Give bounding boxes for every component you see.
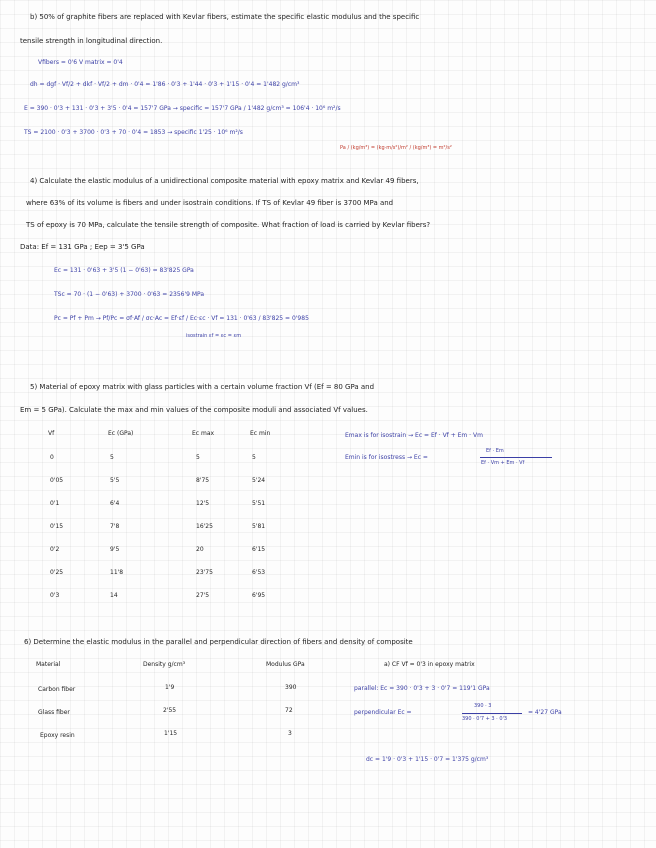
- material-modulus: 390: [285, 684, 297, 691]
- material-modulus: 72: [285, 707, 293, 714]
- table-cell-ec: 14: [110, 592, 118, 599]
- table-cell-ec: 6'4: [110, 500, 120, 507]
- table-cell-ec: 5'5: [110, 477, 120, 484]
- problem-5-line1: 5) Material of epoxy matrix with glass particles with a certain volume fraction Vf (Ef = 80 GPa and: [30, 383, 375, 391]
- emin-note: Emin is for isostress → Ec =: [345, 454, 428, 461]
- problem-4-line3: TS of epoxy is 70 MPa, calculate the tensile strength of composite. What fraction of load is carried by Kevlar fibers?: [26, 221, 431, 229]
- modulus-equation: E = 390 · 0'3 + 131 · 0'3 + 3'5 · 0'4 = 157'7 GPa → specific = 157'7 GPa / 1'482 g/cm³ = 106'4 · 10⁶ m²/s: [24, 105, 341, 112]
- table-cell-ec: 5: [110, 454, 114, 461]
- perpendicular-denominator: 390 · 0'7 + 3 · 0'3: [462, 716, 508, 722]
- fraction-bar: [462, 713, 522, 714]
- units-note: Pa / (kg/m³) = (kg·m/s²)/m² / (kg/m³) = m²/s²: [340, 145, 452, 151]
- table-cell-ec-min: 6'95: [252, 592, 266, 599]
- table-header-vf: Vf: [48, 430, 55, 437]
- table-cell-ec-min: 6'53: [252, 569, 266, 576]
- table6-header-density: Density g/cm³: [143, 661, 186, 668]
- table-cell-ec-min: 5'24: [252, 477, 266, 484]
- problem-4-line1: 4) Calculate the elastic modulus of a unidirectional composite material with epoxy matrix and Kevlar 49 fibers,: [30, 177, 419, 185]
- table-header-ec: Ec (GPa): [108, 430, 134, 437]
- table-cell-ec-min: 5'81: [252, 523, 266, 530]
- table-cell-ec: 11'8: [110, 569, 124, 576]
- table-header-ec-min: Ec min: [250, 430, 271, 437]
- composite-strength: TSc = 70 · (1 − 0'63) + 3700 · 0'63 = 2356'9 MPa: [54, 291, 205, 298]
- problem-4-data: Data: Ef = 131 GPa ; Eep = 3'5 GPa: [20, 243, 145, 251]
- table-cell-vf: 0'25: [50, 569, 64, 576]
- table-cell-ec: 9'5: [110, 546, 120, 553]
- perpendicular-label: perpendicular Ec =: [354, 709, 412, 716]
- case-a: a) CF Vf = 0'3 in epoxy matrix: [384, 661, 475, 668]
- table6-header-modulus: Modulus GPa: [266, 661, 305, 668]
- material-density: 1'9: [165, 684, 175, 691]
- table-cell-vf: 0: [50, 454, 54, 461]
- problem-5-line2: Em = 5 GPa). Calculate the max and min values of the composite moduli and associated Vf values.: [20, 406, 368, 414]
- table-cell-vf: 0'15: [50, 523, 64, 530]
- table-cell-ec-min: 5'51: [252, 500, 266, 507]
- emin-denominator: Ef · Vm + Em · Vf: [481, 460, 525, 466]
- perpendicular-result: = 4'27 GPa: [528, 709, 562, 716]
- material-name: Glass fiber: [38, 709, 70, 716]
- table-header-ec-max: Ec max: [192, 430, 215, 437]
- fraction-bar: [480, 457, 552, 458]
- table-cell-vf: 0'1: [50, 500, 60, 507]
- material-density: 1'15: [164, 730, 178, 737]
- composite-modulus: Ec = 131 · 0'63 + 3'5 (1 − 0'63) = 83'825 GPa: [54, 267, 194, 274]
- part-b-line1: b) 50% of graphite fibers are replaced with Kevlar fibers, estimate the specific elastic modulus and the specific: [30, 13, 420, 21]
- problem-4-line2: where 63% of its volume is fibers and under isostrain conditions. If TS of Kevlar 49 fiber is 3700 MPa and: [26, 199, 394, 207]
- parallel-modulus: parallel: Ec = 390 · 0'3 + 3 · 0'7 = 119'1 GPa: [354, 685, 490, 692]
- table-cell-ec-min: 6'15: [252, 546, 266, 553]
- volume-fractions: Vfibers = 0'6 V matrix = 0'4: [38, 59, 123, 66]
- table-cell-ec-max: 20: [196, 546, 204, 553]
- density-equation: dh = dgf · Vf/2 + dkf · Vf/2 + dm · 0'4 = 1'86 · 0'3 + 1'44 · 0'3 + 1'15 · 0'4 = 1'482 g/cm³: [30, 81, 300, 88]
- table-cell-ec-max: 5: [196, 454, 200, 461]
- table-cell-ec: 7'8: [110, 523, 120, 530]
- material-modulus: 3: [288, 730, 292, 737]
- perpendicular-numerator: 390 · 3: [474, 703, 492, 709]
- part-b-line2: tensile strength in longitudinal direction.: [20, 37, 163, 45]
- table-cell-vf: 0'3: [50, 592, 60, 599]
- composite-density: dc = 1'9 · 0'3 + 1'15 · 0'7 = 1'375 g/cm³: [366, 756, 489, 763]
- table-cell-vf: 0'2: [50, 546, 60, 553]
- problem-6-line1: 6) Determine the elastic modulus in the parallel and perpendicular direction of fibers and density of composite: [24, 638, 413, 646]
- isostrain-note: isostrain εf = εc = εm: [186, 333, 242, 339]
- table-cell-ec-max: 12'5: [196, 500, 210, 507]
- emin-numerator: Ef · Em: [486, 448, 504, 454]
- table-cell-ec-min: 5: [252, 454, 256, 461]
- load-fraction: Pc = Pf + Pm → Pf/Pc = σf·Af / σc·Ac = Ef·εf / Ec·εc · Vf = 131 · 0'63 / 83'825 = 0'985: [54, 315, 309, 322]
- table-cell-ec-max: 8'75: [196, 477, 210, 484]
- table-cell-ec-max: 16'25: [196, 523, 213, 530]
- material-name: Epoxy resin: [40, 732, 75, 739]
- table-cell-ec-max: 23'75: [196, 569, 213, 576]
- table-cell-vf: 0'05: [50, 477, 64, 484]
- material-density: 2'55: [163, 707, 177, 714]
- table-cell-ec-max: 27'5: [196, 592, 210, 599]
- table6-header-material: Material: [36, 661, 61, 668]
- strength-equation: TS = 2100 · 0'3 + 3700 · 0'3 + 70 · 0'4 = 1853 → specific 1'25 · 10⁶ m²/s: [24, 129, 243, 136]
- emax-note: Emax is for isostrain → Ec = Ef · Vf + Em · Vm: [345, 432, 483, 439]
- material-name: Carbon fiber: [38, 686, 76, 693]
